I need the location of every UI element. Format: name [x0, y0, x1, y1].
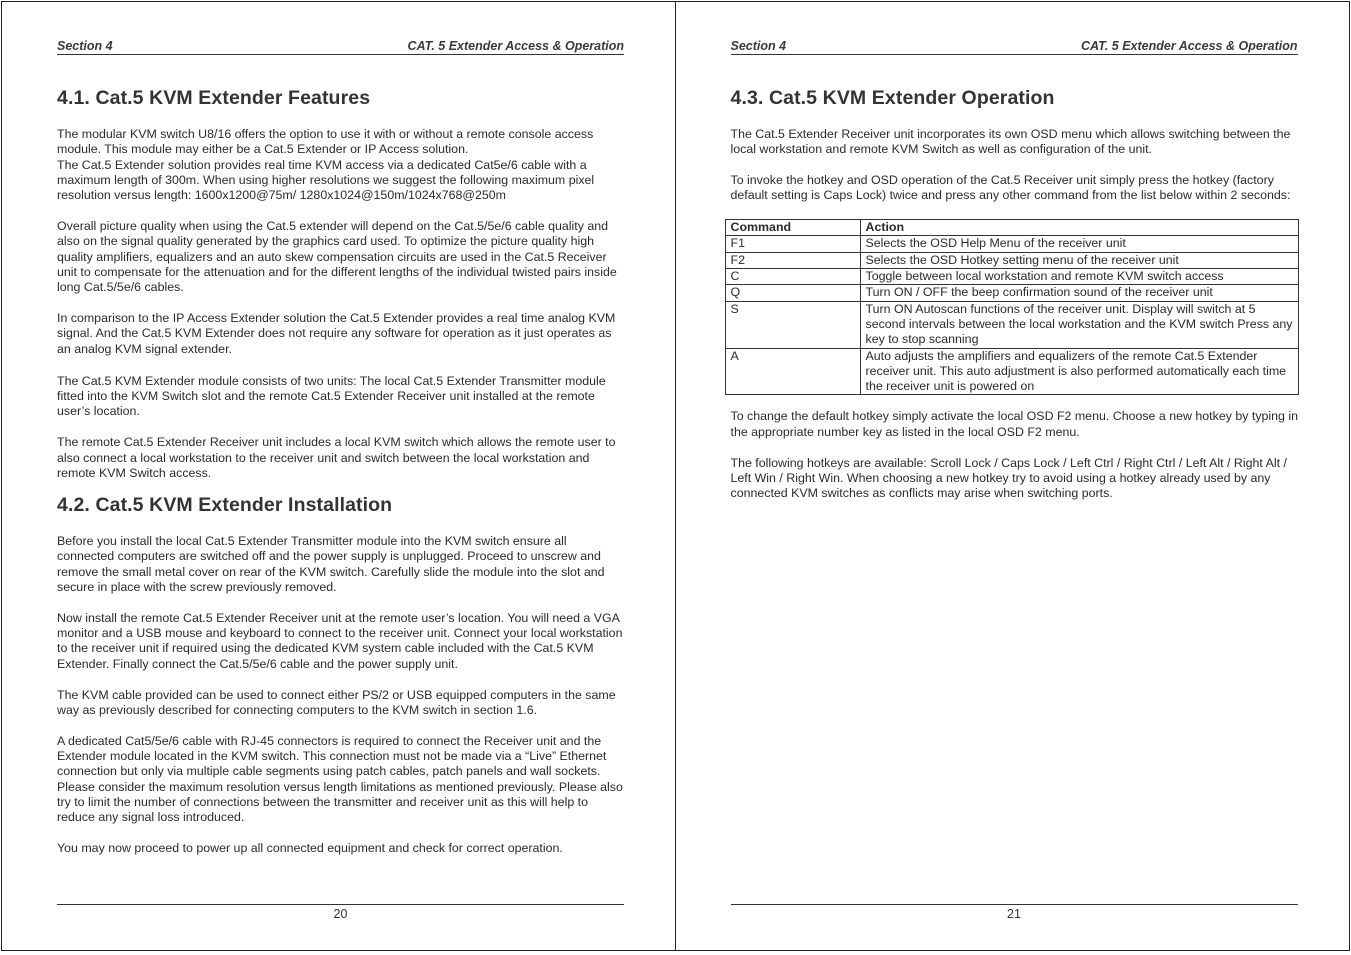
paragraph: The following hotkeys are available: Scroll Lock / Caps Lock / Left Ctrl / Right Ctrl / Left Alt / Right Alt / Left Win / Right Win. When choosing a new hotkey try to avoid using a hotkey already used by any connected KVM switches as conflicts may arise when switching ports.	[730, 455, 1287, 501]
section-heading-4-2: 4.2. Cat.5 KVM Extender Installation	[57, 494, 393, 517]
command-cell: Q	[725, 285, 860, 301]
action-cell: Turn ON Autoscan functions of the receiver unit. Display will switch at 5 second intervals between the local workstation and the KVM switch Press any key to stop scanning	[860, 301, 1298, 348]
action-cell: Selects the OSD Help Menu of the receiver unit	[860, 236, 1298, 252]
page-right	[676, 2, 1350, 950]
paragraph: The remote Cat.5 Extender Receiver unit includes a local KVM switch which allows the remote user to also connect a local workstation to the receiver unit and switch between the local workstation and remote KVM Switch access.	[57, 435, 616, 480]
document-spread	[1, 1, 1350, 951]
header-section: Section 4	[730, 39, 787, 53]
command-cell: F2	[725, 252, 860, 268]
hotkey-command-table	[725, 219, 1299, 395]
command-cell: F1	[725, 236, 860, 252]
page-footer	[57, 904, 624, 921]
page-footer	[731, 904, 1298, 921]
command-cell: C	[725, 269, 860, 285]
page-number: 20	[333, 907, 348, 921]
table-row	[725, 348, 1298, 395]
action-cell: Selects the OSD Hotkey setting menu of the receiver unit	[860, 252, 1298, 268]
page-content	[57, 86, 627, 872]
column-header-action: Action	[860, 220, 1298, 236]
page-header	[731, 35, 1298, 55]
paragraph: You may now proceed to power up all connected equipment and check for correct operation.	[57, 840, 563, 855]
table-row	[725, 236, 1298, 252]
paragraph: A dedicated Cat5/5e/6 cable with RJ-45 connectors is required to connect the Receiver unit and the Extender module located in the KVM switch. This connection must not be made via a “Live” Ethernet connection but only via multiple cable segments using patch cables, patch panels and wall sockets. Please consider the maximum resolution versus length limitations as mentioned previously. Please also try to limit the number of connections between the transmitter and receiver unit as this will help to reduce any signal loss introduced.	[57, 733, 623, 825]
page-content	[731, 86, 1301, 517]
action-cell: Auto adjusts the amplifiers and equalizers of the remote Cat.5 Extender receiver unit. This auto adjustment is also performed automatically each time the receiver unit is powered on	[860, 348, 1298, 395]
table-row	[725, 301, 1298, 348]
header-title: CAT. 5 Extender Access & Operation	[1081, 39, 1298, 53]
paragraph: Now install the remote Cat.5 Extender Receiver unit at the remote user’s location. You will need a VGA monitor and a USB mouse and keyboard to connect to the receiver unit. Connect your local workstation to the receiver unit if required using the dedicated KVM system cable included with the Cat.5 KVM Extender. Finally connect the Cat.5/5e/6 cable and the power supply unit.	[57, 610, 623, 671]
paragraph: The Cat.5 KVM Extender module consists of two units: The local Cat.5 Extender Transmitter module fitted into the KVM Switch slot and the remote Cat.5 Extender Receiver unit installed at the remote user’s location.	[57, 373, 606, 419]
page-number: 21	[1007, 907, 1021, 921]
header-section: Section 4	[57, 39, 113, 53]
column-header-command: Command	[725, 220, 860, 236]
page-left	[2, 2, 676, 950]
paragraph: The modular KVM switch U8/16 offers the option to use it with or without a remote console access module. This module may either be a Cat.5 Extender or IP Access solution.	[57, 127, 594, 157]
header-title: CAT. 5 Extender Access & Operation	[407, 39, 624, 53]
paragraph: To invoke the hotkey and OSD operation of the Cat.5 Receiver unit simply press the hotkey (factory default setting is Caps Lock) twice and press any other command from the list below within 2 seconds:	[730, 173, 1291, 203]
paragraph: The Cat.5 Extender Receiver unit incorporates its own OSD menu which allows switching between the local workstation and remote KVM Switch as well as configuration of the unit.	[730, 127, 1291, 157]
paragraph: The KVM cable provided can be used to connect either PS/2 or USB equipped computers in the same way as previously described for connecting computers to the KVM switch in section 1.6.	[57, 687, 616, 717]
paragraph: To change the default hotkey simply activate the local OSD F2 menu. Choose a new hotkey by typing in the appropriate number key as listed in the local OSD F2 menu.	[730, 409, 1299, 439]
action-cell: Toggle between local workstation and remote KVM switch access	[860, 269, 1298, 285]
paragraph: Before you install the local Cat.5 Extender Transmitter module into the KVM switch ensure all connected computers are switched off and the power supply is unplugged. Proceed to unscrew and remove the small metal cover on rear of the KVM switch. Carefully slide the module into the slot and secure in place with the screw previously removed.	[57, 534, 605, 595]
paragraph: Overall picture quality when using the Cat.5 extender will depend on the Cat.5/5e/6 cable quality and also on the signal quality generated by the graphics card used. To optimize the picture quality high quality amplifiers, equalizers and an auto skew compensation circuits are used in the Cat.5 Receiver unit to compensate for the attenuation and for the different lengths of the individual twisted pairs inside long Cat.5/5e/6 cables.	[57, 218, 617, 295]
paragraph: In comparison to the IP Access Extender solution the Cat.5 Extender provides a real time analog KVM signal. And the Cat.5 KVM Extender does not require any software for operation as it just operates as an analog KVM signal extender.	[57, 310, 616, 356]
section-heading-4-3: 4.3. Cat.5 KVM Extender Operation	[730, 87, 1055, 109]
table-row	[725, 269, 1298, 285]
action-cell: Turn ON / OFF the beep confirmation sound of the receiver unit	[860, 285, 1298, 301]
table-row	[725, 252, 1298, 268]
table-header-row	[725, 220, 1298, 236]
section-heading-4-1: 4.1. Cat.5 KVM Extender Features	[57, 87, 371, 109]
command-cell: A	[725, 348, 860, 395]
table-row	[725, 285, 1298, 301]
page-header	[57, 35, 624, 55]
command-cell: S	[725, 301, 860, 348]
paragraph: The Cat.5 Extender solution provides real time KVM access via a dedicated Cat5e/6 cable with a maximum length of 300m. When using higher resolutions we suggest the following maximum pixel resolution versus length: 1600x1200@75m/ 1280x1024@150m/1024x768@250m	[57, 157, 595, 203]
